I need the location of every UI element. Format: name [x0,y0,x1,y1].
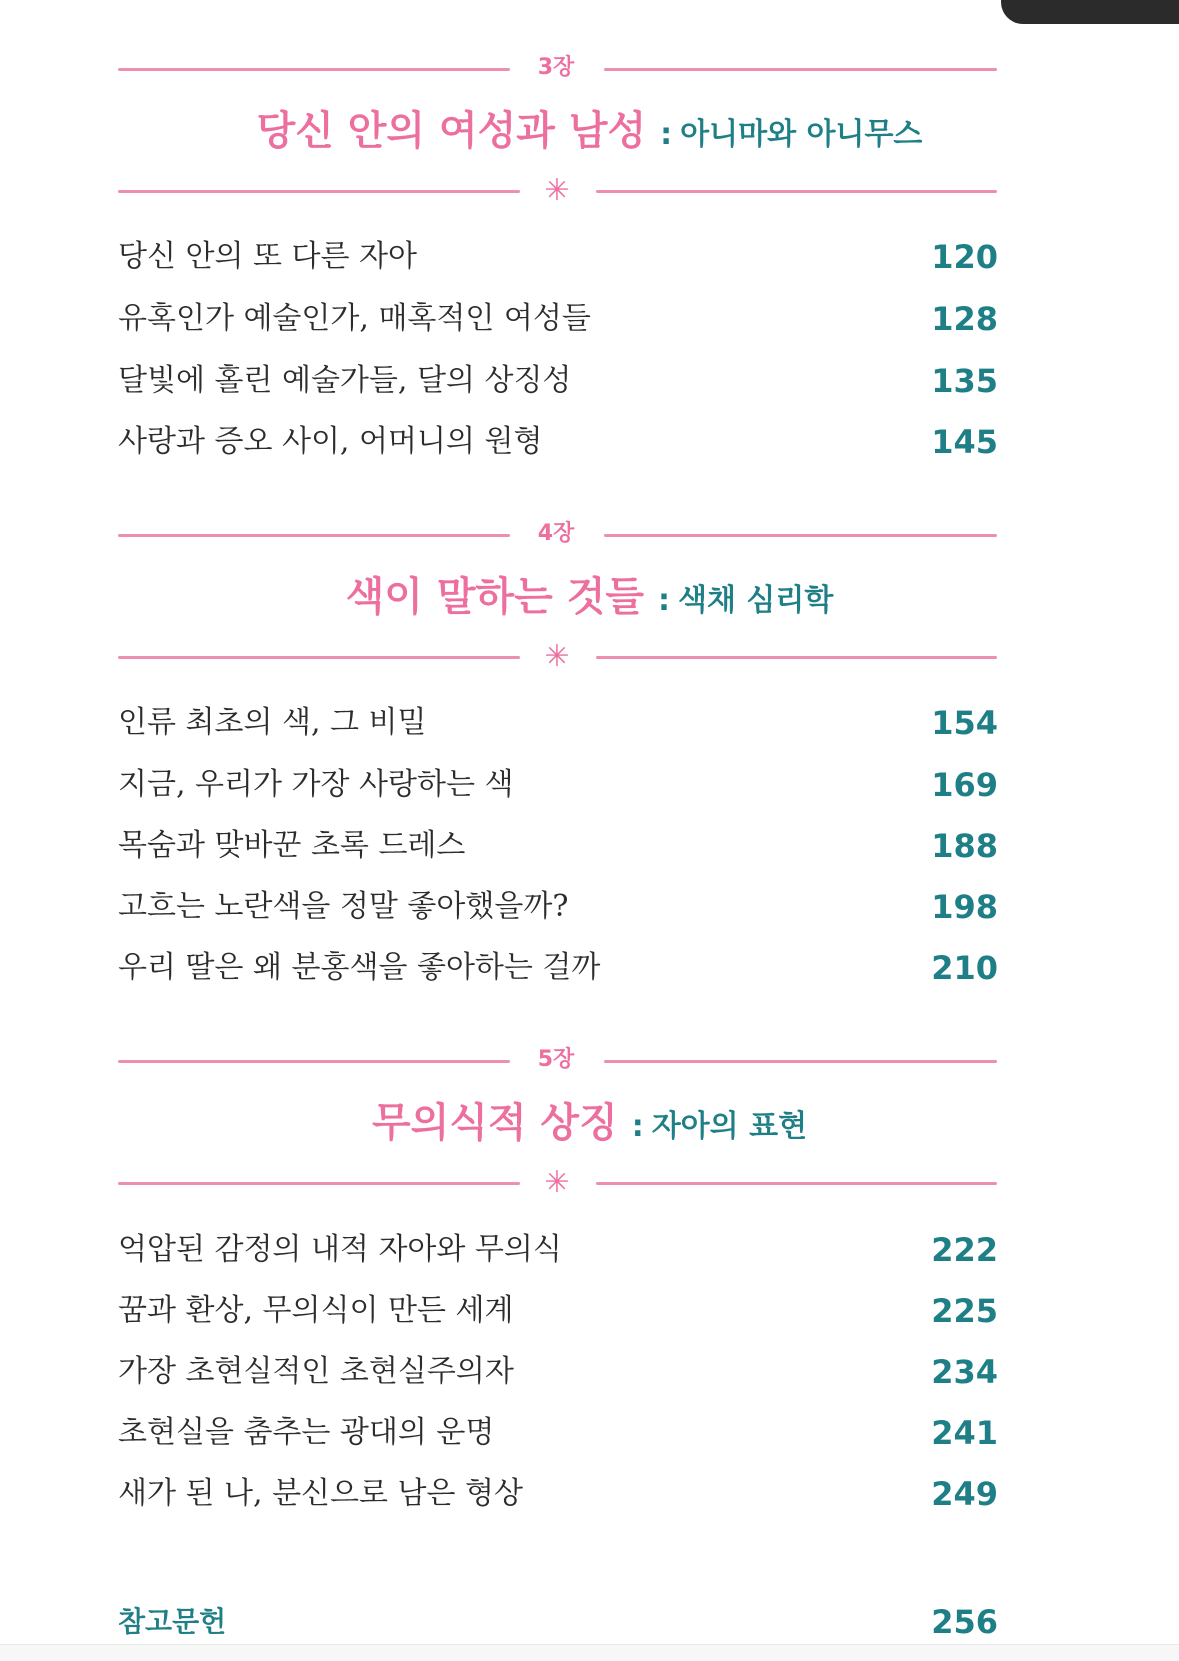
toc-item-page: 145 [931,423,998,461]
rule-bottom-right [596,190,997,193]
toc-item-page: 169 [931,766,998,804]
title-separator: : [657,583,670,618]
toc-item-title: 목숨과 맞바꾼 초록 드레스 [118,828,466,863]
toc-item-page: 222 [931,1231,998,1269]
rule-bottom-right [596,1182,997,1185]
toc-item-title: 지금, 우리가 가장 사랑하는 색 [118,767,514,802]
title-separator: : [631,1109,644,1144]
rule-bottom-left [118,656,520,659]
toc-item-page: 241 [931,1414,998,1452]
toc-item-page: 249 [931,1475,998,1513]
toc-item-title: 가장 초현실적인 초현실주의자 [118,1354,514,1389]
chapter-subtitle: 자아의 표현 [651,1109,808,1144]
chapter-title-line [0,104,1179,166]
rule-top-right [604,534,997,537]
rule-bottom-left [118,1182,520,1185]
toc-item[interactable] [118,762,998,808]
toc-item-page: 198 [931,888,998,926]
references-title: 참고문헌 [118,1605,227,1638]
rule-top-right [604,1060,997,1063]
rule-top-left [118,1060,510,1063]
chapter-label: 4장 [537,521,575,546]
references-item[interactable] [118,1599,998,1645]
toc-item-page: 234 [931,1353,998,1391]
asterisk-icon: ✳ [544,173,570,208]
toc-item[interactable] [118,296,998,342]
toc-item[interactable] [118,823,998,869]
toc-item-title: 고흐는 노란색을 정말 좋아했을까? [118,889,569,924]
toc-item[interactable] [118,700,998,746]
toc-item-title: 인류 최초의 색, 그 비밀 [118,705,427,740]
toc-item[interactable] [118,1288,998,1334]
toc-item-title: 억압된 감정의 내적 자아와 무의식 [118,1232,562,1267]
toc-item-page: 210 [931,949,998,987]
toc-item-page: 120 [931,238,998,276]
chapter-title: 무의식적 상징 [371,1100,618,1146]
window-corner-tab [1001,0,1179,24]
toc-item[interactable] [118,234,998,280]
chapter-label: 5장 [537,1047,575,1072]
toc-item-title: 당신 안의 또 다른 자아 [118,239,417,274]
toc-item[interactable] [118,1227,998,1273]
references-page: 256 [931,1603,998,1641]
toc-item-page: 135 [931,362,998,400]
chapter-title: 색이 말하는 것들 [345,574,644,620]
rule-bottom-left [118,190,520,193]
toc-item[interactable] [118,358,998,404]
title-separator: : [660,117,673,152]
toc-item-page: 128 [931,300,998,338]
toc-item-title: 달빛에 홀린 예술가들, 달의 상징성 [118,363,572,398]
chapter-title-line [0,1096,1179,1158]
toc-item-title: 초현실을 춤추는 광대의 운명 [118,1415,495,1450]
toc-item-title: 꿈과 환상, 무의식이 만든 세계 [118,1293,514,1328]
toc-item-title: 새가 된 나, 분신으로 남은 형상 [118,1476,523,1511]
toc-item[interactable] [118,1349,998,1395]
rule-top-right [604,68,997,71]
rule-top-left [118,534,510,537]
asterisk-icon: ✳ [544,1165,570,1200]
toc-item-page: 225 [931,1292,998,1330]
asterisk-icon: ✳ [544,639,570,674]
toc-item[interactable] [118,945,998,991]
rule-top-left [118,68,510,71]
toc-item[interactable] [118,419,998,465]
toc-item-title: 사랑과 증오 사이, 어머니의 원형 [118,424,543,459]
chapter-label: 3장 [537,55,575,80]
toc-item-title: 우리 딸은 왜 분홍색을 좋아하는 걸까 [118,950,601,985]
toc-item[interactable] [118,1471,998,1517]
chapter-subtitle: 아니마와 아니무스 [680,117,923,152]
chapter-title: 당신 안의 여성과 남성 [256,108,647,154]
toc-item-title: 유혹인가 예술인가, 매혹적인 여성들 [118,301,591,336]
toc-item[interactable] [118,884,998,930]
toc-item-page: 154 [931,704,998,742]
rule-bottom-right [596,656,997,659]
toc-item-page: 188 [931,827,998,865]
chapter-title-line [0,570,1179,632]
bottom-edge [0,1644,1179,1661]
chapter-subtitle: 색채 심리학 [677,583,834,618]
toc-item[interactable] [118,1410,998,1456]
